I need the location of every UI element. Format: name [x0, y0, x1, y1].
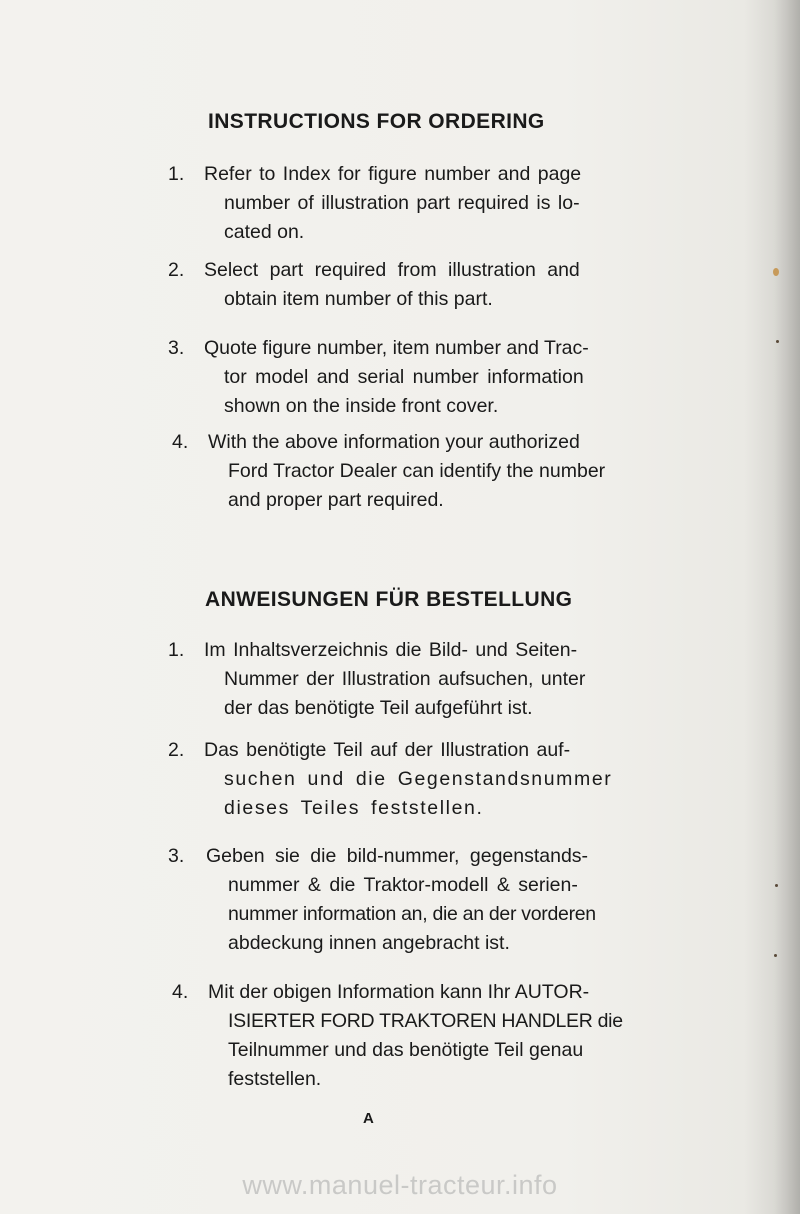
item-line: Select part required from illustration and: [204, 259, 580, 281]
item-line: suchen und die Gegenstandsnummer: [224, 768, 613, 790]
item-number: 1.: [168, 163, 185, 185]
item-line: With the above information your authorized: [208, 431, 580, 453]
item-number: 2.: [168, 259, 185, 281]
scan-speck: [775, 884, 778, 887]
item-number: 4.: [172, 981, 189, 1003]
item-line: Geben sie die bild-nummer, gegenstands-: [206, 845, 589, 867]
item-line: dieses Teiles feststellen.: [224, 797, 484, 819]
item-line: tor model and serial number information: [224, 366, 584, 388]
item-number: 1.: [168, 639, 185, 661]
page-letter: A: [363, 1110, 374, 1127]
item-line: ISIERTER FORD TRAKTOREN HANDLER die: [228, 1010, 623, 1032]
item-line: number of illustration part required is lo-: [224, 192, 580, 214]
item-line: nummer information an, die an der vorderen: [228, 903, 596, 925]
item-line: feststellen.: [228, 1068, 322, 1090]
item-number: 4.: [172, 431, 189, 453]
scan-speck: [776, 340, 779, 343]
item-line: Refer to Index for figure number and page: [204, 163, 582, 185]
item-number: 3.: [168, 337, 185, 359]
item-line: Mit der obigen Information kann Ihr AUTOR-: [208, 981, 590, 1003]
item-line: Teilnummer und das benötigte Teil genau: [228, 1039, 584, 1061]
item-line: shown on the inside front cover.: [224, 395, 499, 417]
scan-speck: [773, 268, 779, 276]
item-line: Im Inhaltsverzeichnis die Bild- und Seiten-: [204, 639, 578, 661]
item-line: Quote figure number, item number and Trac-: [204, 337, 589, 359]
website-watermark: www.manuel-tracteur.info: [242, 1170, 558, 1200]
item-number: 2.: [168, 739, 185, 761]
page-edge-shadow: [774, 0, 800, 1214]
english-section-title: INSTRUCTIONS FOR ORDERING: [208, 110, 545, 133]
item-line: and proper part required.: [228, 489, 444, 511]
scan-speck: [774, 954, 777, 957]
item-line: Ford Tractor Dealer can identify the number: [228, 460, 606, 482]
item-number: 3.: [168, 845, 185, 867]
item-line: Nummer der Illustration aufsuchen, unter: [224, 668, 586, 690]
german-section-title: ANWEISUNGEN FÜR BESTELLUNG: [205, 588, 573, 611]
item-line: der das benötigte Teil aufgeführt ist.: [224, 697, 533, 719]
item-line: obtain item number of this part.: [224, 288, 493, 310]
item-line: abdeckung innen angebracht ist.: [228, 932, 510, 954]
item-line: nummer & die Traktor-modell & serien-: [228, 874, 578, 896]
item-line: cated on.: [224, 221, 305, 243]
item-line: Das benötigte Teil auf der Illustration auf-: [204, 739, 571, 761]
